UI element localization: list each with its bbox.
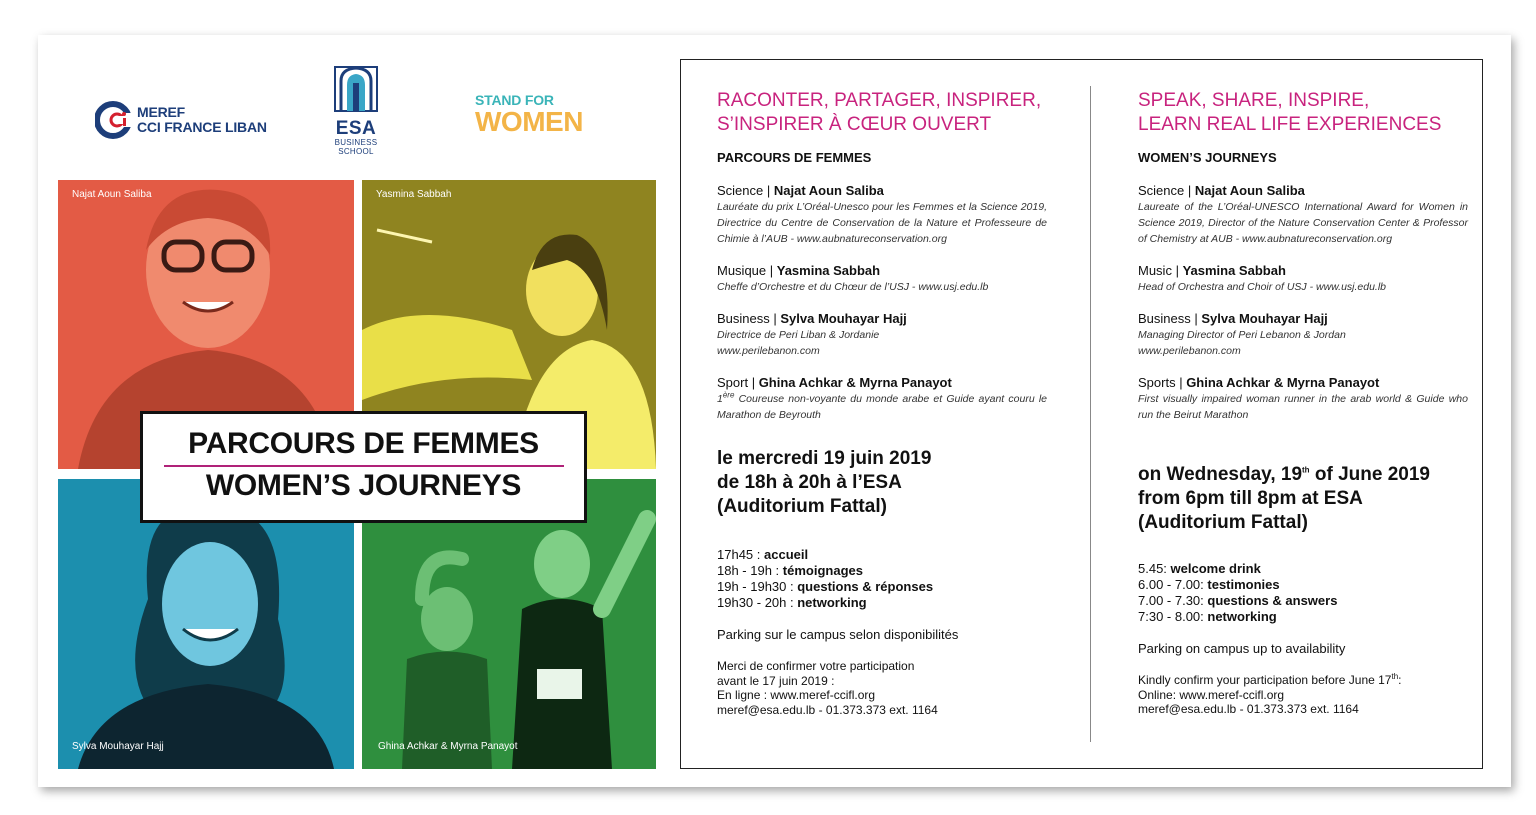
invitation-sheet (38, 35, 1511, 787)
fr-parking: Parking sur le campus selon disponibilités (717, 627, 959, 642)
fr-confirm-2: avant le 17 juin 2019 : (717, 673, 835, 688)
event-title-box (140, 411, 587, 523)
speaker-link: www.perilebanon.com (1138, 345, 1241, 357)
english-column (1138, 89, 1468, 717)
esa-arch-icon (333, 65, 379, 113)
en-date-line-1: on Wednesday, 19th of June 2019 (1138, 464, 1430, 485)
photo-caption: Sylva Mouhayar Hajj (72, 741, 164, 752)
en-subhead: WOMEN’S JOURNEYS (1138, 150, 1277, 165)
sfw-line1: STAND FOR (475, 92, 554, 108)
fr-headline-2: S’INSPIRER À CŒUR OUVERT (717, 114, 992, 135)
event-title-en: WOMEN’S JOURNEYS (205, 469, 522, 502)
en-speaker-music: Music | Yasmina Sabbah Head of Orchestra and Choir of USJ - www.usj.edu.lb (1138, 262, 1468, 295)
en-confirm-block (1138, 673, 1468, 717)
column-divider (1090, 86, 1091, 742)
program-item: 19h30 - 20h : networking (717, 595, 867, 610)
event-title-fr: PARCOURS DE FEMMES (188, 427, 539, 460)
fr-headline-1: RACONTER, PARTAGER, INSPIRER, (717, 90, 1042, 111)
photo-caption: Yasmina Sabbah (376, 189, 452, 200)
fr-program (717, 547, 1047, 611)
fr-confirm-block (717, 659, 1047, 717)
speaker-field: Business (1138, 311, 1191, 326)
en-parking: Parking on campus up to availability (1138, 641, 1346, 656)
title-divider (164, 465, 564, 467)
speaker-desc: Managing Director of Peri Lebanon & Jordan (1138, 329, 1346, 341)
fr-speaker-sport: Sport | Ghina Achkar & Myrna Panayot 1ère Coureuse non-voyante du monde arabe et Guide ayant couru le Marathon de Beyrouth (717, 375, 1047, 421)
details-panel (680, 59, 1483, 769)
meref-subname: CCI FRANCE LIBAN (137, 119, 267, 135)
program-item: 18h - 19h : témoignages (717, 563, 863, 578)
fr-date-line-2: de 18h à 20h à l’ESA (717, 472, 902, 493)
speaker-desc: Cheffe d’Orchestre et du Chœur de l’USJ - www.usj.edu.lb (717, 281, 989, 293)
speaker-name: Najat Aoun Saliba (773, 183, 884, 198)
speaker-link: www.perilebanon.com (717, 345, 820, 357)
fr-subhead: PARCOURS DE FEMMES (717, 150, 872, 165)
fr-confirm-4: meref@esa.edu.lb - 01.373.373 ext. 1164 (717, 702, 938, 717)
esa-sub2: SCHOOL (338, 147, 374, 156)
speaker-field: Sports (1138, 375, 1176, 390)
en-date-line-2: from 6pm till 8pm at ESA (1138, 488, 1363, 509)
speaker-field: Science (717, 183, 764, 198)
esa-sub1: BUSINESS (334, 138, 378, 147)
stand-for-women-logo (475, 93, 583, 136)
speaker-field: Sport (717, 375, 749, 390)
en-speaker-sports: Sports | Ghina Achkar & Myrna Panayot First visually impaired woman runner in the arab world & Guide who run the Beirut Marathon (1138, 375, 1468, 421)
fr-date-line-3: (Auditorium Fattal) (717, 496, 887, 517)
meref-mark-icon (95, 101, 131, 139)
speaker-name: Yasmina Sabbah (1182, 263, 1286, 278)
photo-caption: Najat Aoun Saliba (72, 189, 152, 200)
meref-name: MEREF (137, 104, 186, 120)
program-item: 7.00 - 7.30: questions & answers (1138, 593, 1338, 608)
program-item: 5.45: welcome drink (1138, 561, 1261, 576)
en-confirm-2: Online: www.meref-ccifl.org (1138, 687, 1285, 702)
fr-speaker-business: Business | Sylva Mouhayar Hajj Directrice de Peri Liban & Jordanie www.perilebanon.com (717, 310, 1047, 359)
logo-bar (38, 35, 658, 175)
speaker-name: Najat Aoun Saliba (1194, 183, 1305, 198)
en-date-line-3: (Auditorium Fattal) (1138, 512, 1308, 533)
fr-confirm-3: En ligne : www.meref-ccifl.org (717, 688, 876, 702)
en-headline-1: SPEAK, SHARE, INSPIRE, (1138, 90, 1370, 111)
speaker-desc: First visually impaired woman runner in the arab world & Guide who run the Beirut Marathon (1138, 393, 1468, 421)
speaker-field: Musique (717, 263, 767, 278)
speaker-desc: Directrice de Peri Liban & Jordanie (717, 329, 880, 341)
speaker-desc: Lauréate du prix L’Oréal-Unesco pour les Femmes et la Science 2019, Directrice du Centre de Conservation de la Nature et Professeure de Chimie à l’AUB - www.aubnatureconservation.org (717, 201, 1047, 245)
speaker-desc: Laureate of the L’Oréal-UNESCO International Award for Women in Science 2019, Director of the Nature Conservation Center & Professor of Chemistry at AUB - www.aubnatureconservation.org (1138, 201, 1468, 245)
fr-date-block (717, 447, 1047, 519)
speaker-name: Sylva Mouhayar Hajj (780, 311, 907, 326)
program-item: 19h - 19h30 : questions & réponses (717, 579, 934, 594)
program-item: 6.00 - 7.00: testimonies (1138, 577, 1280, 592)
en-speaker-science: Science | Najat Aoun Saliba Laureate of the L’Oréal-UNESCO International Award for Women in Science 2019, Director of the Nature Conservation Center & Professor of Chemistry at AUB - www.aubnatureconservation.org (1138, 183, 1468, 245)
sfw-line2: WOMEN (475, 106, 583, 137)
en-headline-2: LEARN REAL LIFE EXPERIENCES (1138, 114, 1442, 135)
fr-date-line-1: le mercredi 19 juin 2019 (717, 448, 932, 469)
en-confirm-1: Kindly confirm your participation before June 17th: (1138, 672, 1402, 687)
speaker-desc: 1ère Coureuse non-voyante du monde arabe et Guide ayant couru le Marathon de Beyrouth (717, 390, 1047, 421)
fr-confirm-1: Merci de confirmer votre participation (717, 659, 915, 673)
speaker-name: Ghina Achkar & Myrna Panayot (758, 375, 952, 390)
speaker-field: Business (717, 311, 770, 326)
speaker-name: Ghina Achkar & Myrna Panayot (1186, 375, 1380, 390)
en-speaker-business: Business | Sylva Mouhayar Hajj Managing Director of Peri Lebanon & Jordan www.perilebanon.com (1138, 310, 1468, 359)
french-column (717, 89, 1047, 717)
photo-caption: Ghina Achkar & Myrna Panayot (378, 741, 518, 752)
speaker-field: Music (1138, 263, 1172, 278)
en-program (1138, 561, 1468, 625)
en-confirm-3: meref@esa.edu.lb - 01.373.373 ext. 1164 (1138, 702, 1359, 716)
esa-logo (331, 65, 381, 156)
speaker-name: Yasmina Sabbah (776, 263, 881, 278)
speaker-field: Science (1138, 183, 1185, 198)
meref-logo (95, 101, 267, 139)
fr-speaker-science: Science | Najat Aoun Saliba Lauréate du prix L’Oréal-Unesco pour les Femmes et la Science 2019, Directrice du Centre de Conservation de la Nature et Professeure de Chimie à l’AUB - www.aubnatureconservation.org (717, 183, 1047, 245)
speaker-desc: Head of Orchestra and Choir of USJ - www.usj.edu.lb (1138, 281, 1387, 293)
speaker-name: Sylva Mouhayar Hajj (1201, 311, 1328, 326)
program-item: 17h45 : accueil (717, 547, 809, 562)
program-item: 7:30 - 8.00: networking (1138, 609, 1277, 624)
esa-name: ESA (335, 118, 377, 139)
fr-speaker-music: Musique | Yasmina Sabbah Cheffe d’Orchestre et du Chœur de l’USJ - www.usj.edu.lb (717, 262, 1047, 295)
en-date-block (1138, 463, 1468, 535)
